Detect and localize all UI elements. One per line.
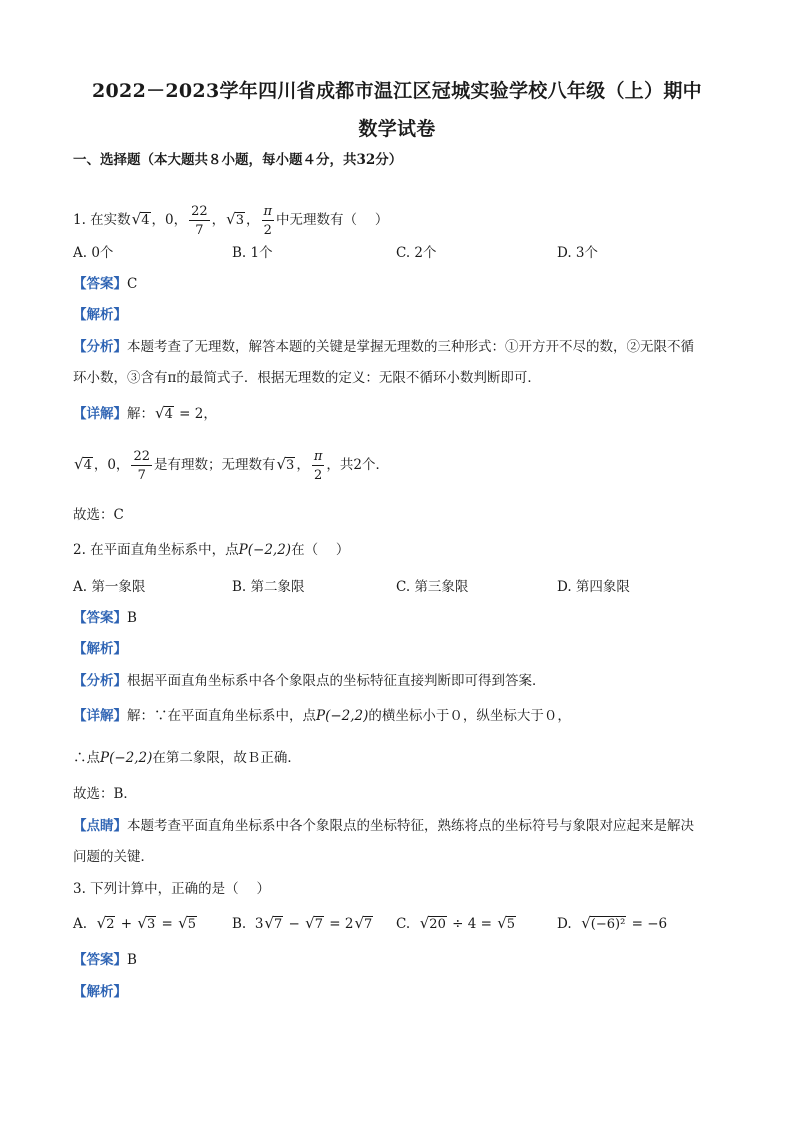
q1-option-c: C. 2个 (396, 245, 437, 261)
q2-fenxi: 【分析】根据平面直角坐标系中各个象限点的坐标特征直接判断即可得到答案． (73, 673, 546, 689)
sqrt-4: √ 4 (131, 210, 150, 228)
q2-xiangjie: 【详解】解：∵在平面直角坐标系中，点P(−2,2)的横坐标小于０，纵坐标大于０， (73, 708, 571, 724)
fraction-pi-2: $\frac{\pi}{2}$ (263, 203, 273, 238)
q1-choose: 故选：C (73, 507, 124, 523)
q2-option-c: C. 第三象限 (396, 579, 469, 595)
q2-choose: 故选：B． (73, 786, 137, 802)
q1-option-d: D. 3个 (557, 245, 599, 261)
q3-analysis-tag: 【解析】 (73, 984, 127, 1000)
q3-option-b: B. 3 √ 7 − √ 7 = 2 √ 7 (232, 914, 373, 932)
q1-option-b: B. 1个 (232, 245, 273, 261)
exam-title: 2022－2023学年四川省成都市温江区冠城实验学校八年级（上）期中 (92, 80, 702, 102)
sqrt-3: √ 3 (226, 210, 244, 228)
question-2-stem: 2. 在平面直角坐标系中，点P(−2,2)在（ ） (73, 542, 350, 558)
q2-dianjing-line1: 【点睛】本题考查平面直角坐标系中各个象限点的坐标特征，熟练将点的坐标符号与象限对应起来是解决 (73, 818, 694, 834)
q3-option-a: A. √ 2 + √ 3 = √ 5 (73, 914, 196, 932)
q2-option-b: B. 第二象限 (232, 579, 305, 595)
q3-option-d: D. √ (−6)² = −6 (557, 914, 668, 932)
q1-xiangjie: 【详解】解： √ 4 = 2， (73, 404, 217, 422)
q1-fenxi-line1: 【分析】本题考查了无理数，解答本题的关键是掌握无理数的三种形式：①开方开不尽的数，②无限不循 (73, 339, 694, 355)
q1-option-a: A. 0个 (73, 245, 114, 261)
q1-analysis-tag: 【解析】 (73, 307, 127, 323)
q2-analysis-tag: 【解析】 (73, 641, 127, 657)
section-heading: 一、选择题（本大题共８小题，每小题４分，共32分） (73, 152, 403, 168)
q2-therefore: ∴点P(−2,2)在第二象限，故Ｂ正确． (73, 750, 301, 766)
q3-answer: 【答案】B (73, 952, 137, 968)
q1-fenxi-line2: 环小数，③含有π的最简式子．根据无理数的定义：无限不循环小数判断即可． (73, 370, 541, 386)
question-3-stem: 3. 下列计算中，正确的是（ ） (73, 881, 270, 897)
q2-option-d: D. 第四象限 (557, 579, 630, 595)
q2-dianjing-line2: 问题的关键． (73, 849, 154, 865)
q2-answer: 【答案】B (73, 610, 137, 626)
fraction-22-7: $\frac{22}{7}$ (191, 203, 208, 238)
exam-subtitle: 数学试卷 (358, 118, 436, 140)
q2-option-a: A. 第一象限 (73, 579, 146, 595)
q1-answer: 【答案】C (73, 276, 138, 292)
q3-option-c: C. √ 20 ÷ 4 = √ 5 (396, 914, 516, 932)
q1-xiangjie-line2: √ 4 ，0， $\frac{22}{7}$ 是有理数；无理数有 √ 3 ， $\frac{\pi}{2}$ ，共2个． (74, 448, 389, 483)
question-1-stem: 1. 在实数 √ 4 ，0， $\frac{22}{7}$ ， √ 3 ， $\frac{\pi}{2}$ 中无理数有（ ） (73, 203, 389, 238)
